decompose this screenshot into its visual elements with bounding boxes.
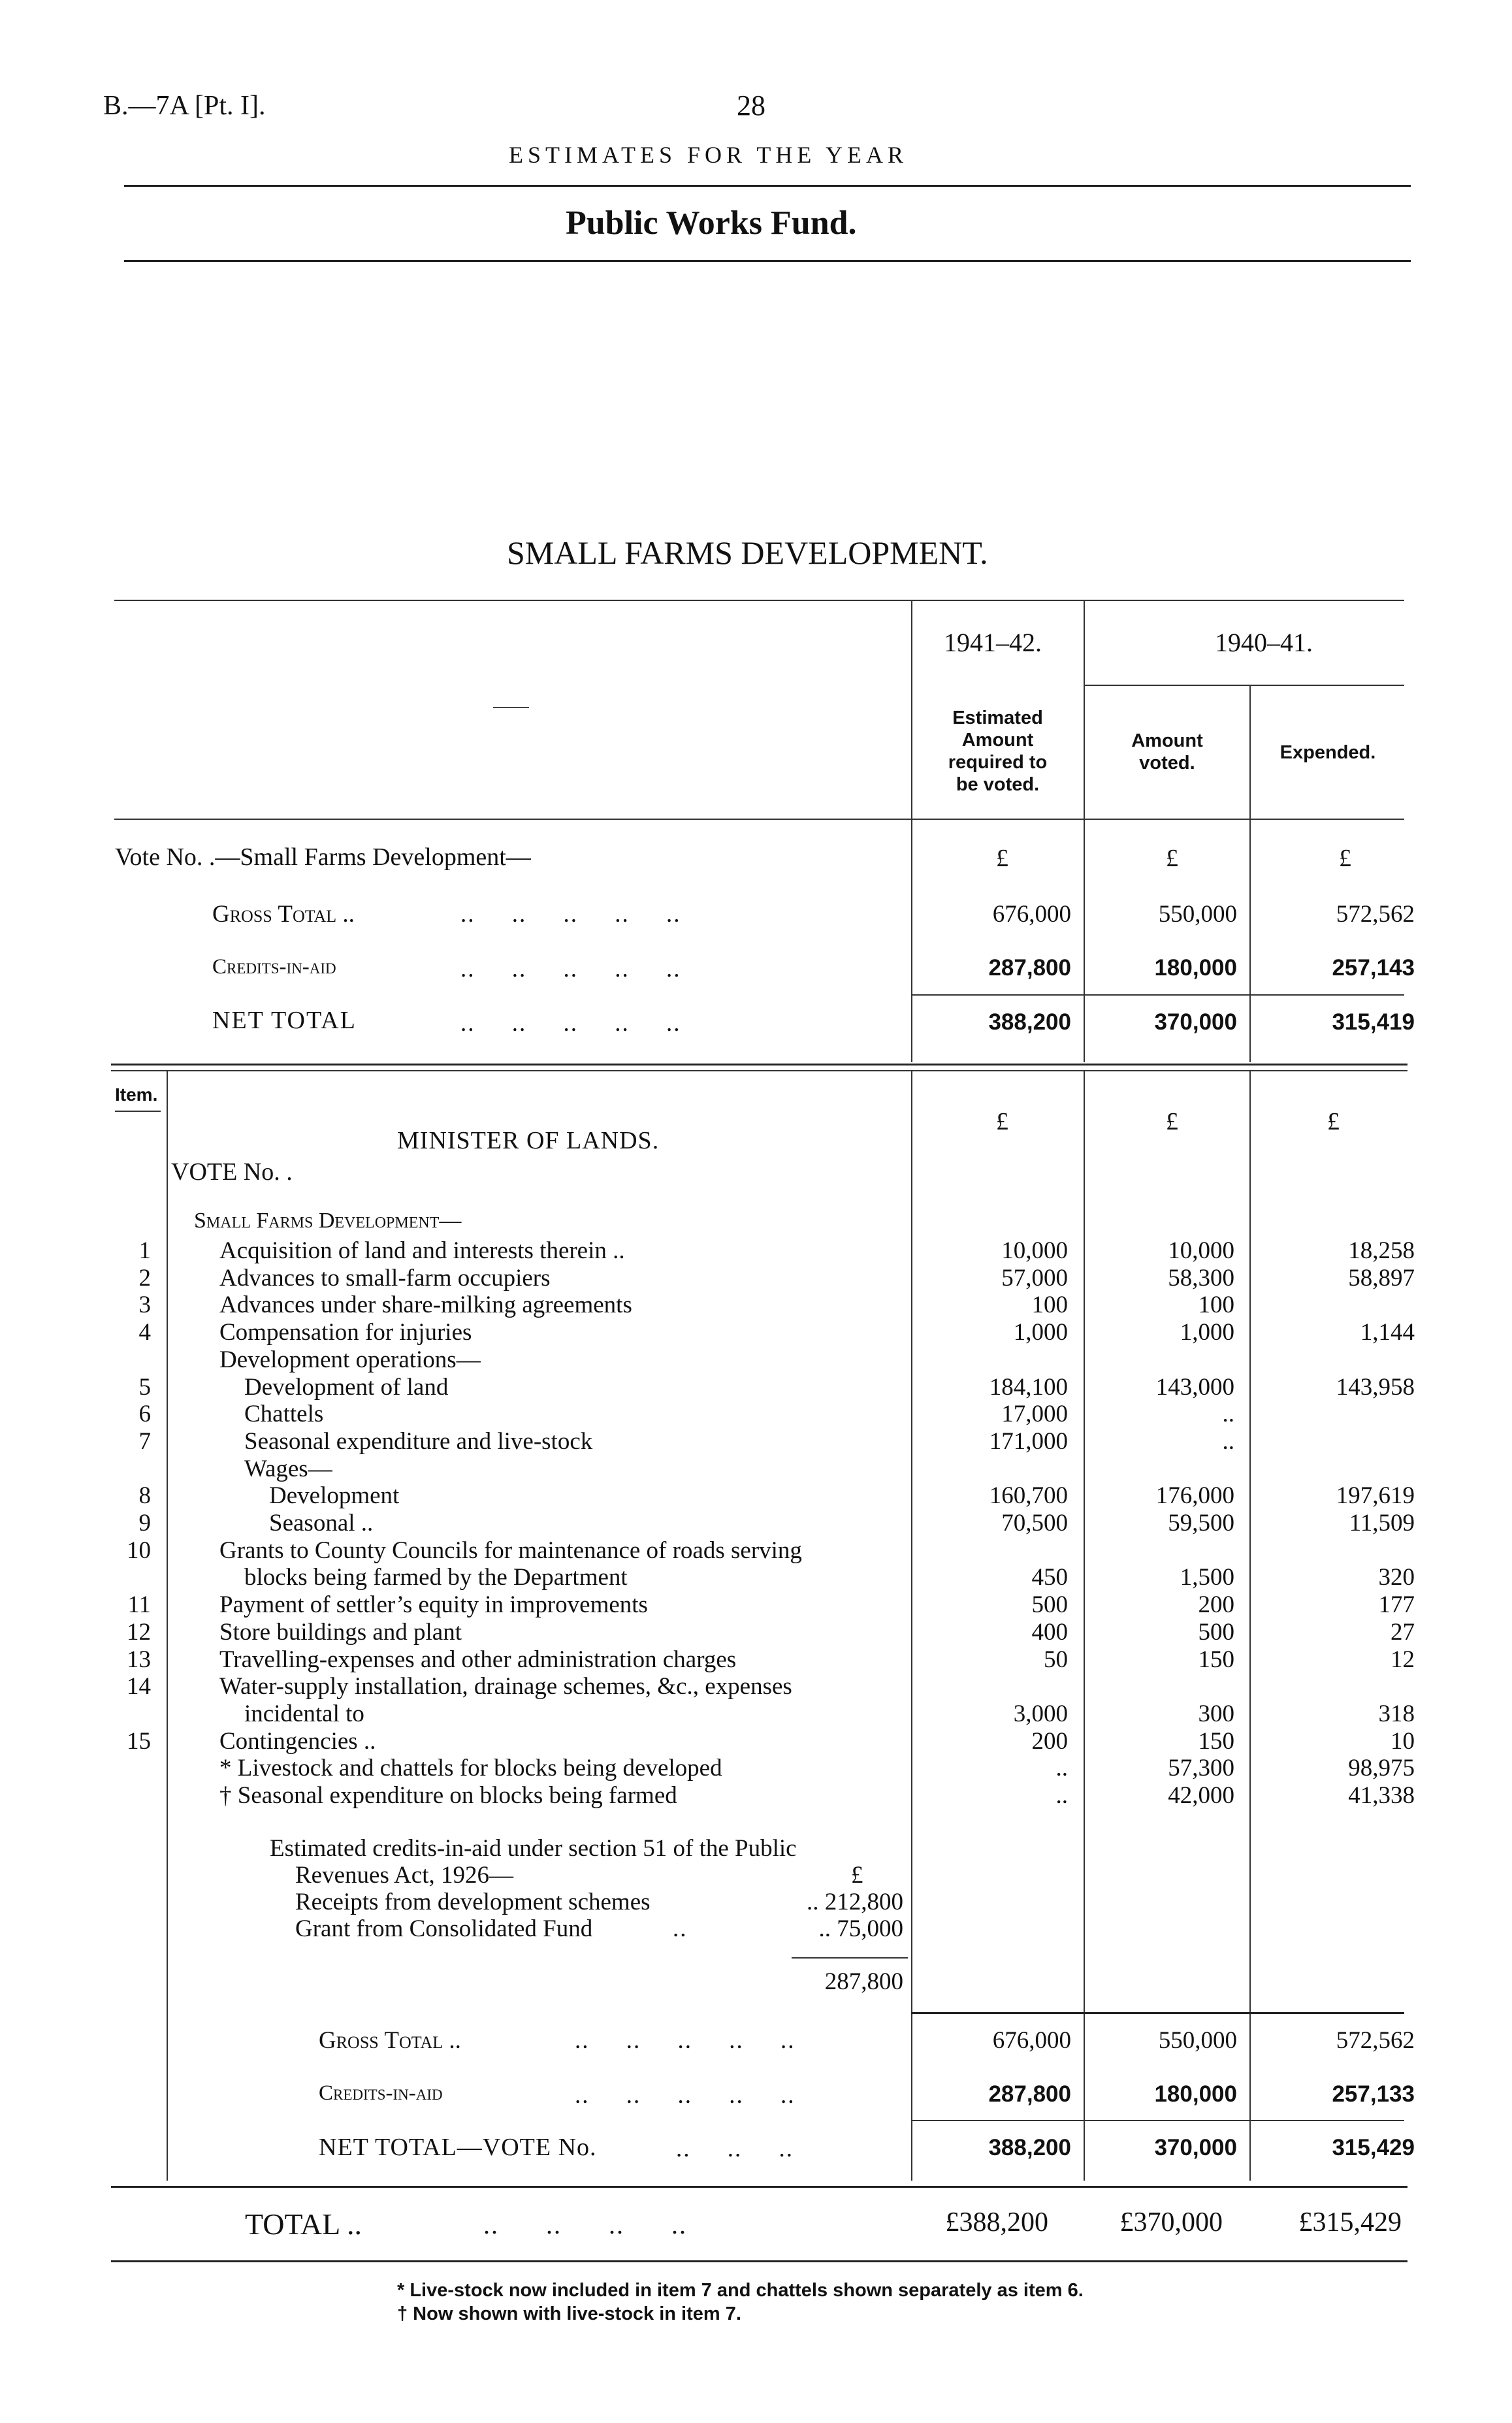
detail-top-rule-2 [111,1070,1407,1071]
summary-top-rule [114,600,1404,601]
leader-dots: .. .. .. .. .. [575,2027,796,2054]
header-rule-top [124,185,1411,187]
col-divider-1 [911,600,912,1062]
credits-receipts-label: Receipts from development schemes [295,1889,651,1915]
item-voted-value: 1,000 [1180,1319,1234,1346]
item-description: Store buildings and plant [219,1619,462,1646]
item-number: 1 [138,1237,151,1264]
item-description: Advances to small-farm occupiers [219,1265,551,1292]
detail-top-rule [111,1064,1407,1065]
credits-total: 287,800 [824,1968,903,1995]
item-exp-value: 41,338 [1348,1782,1415,1809]
item-description: Seasonal .. [269,1510,374,1537]
item-exp-value: 12 [1391,1646,1415,1673]
footnote-1: * Live-stock now included in item 7 and chattels shown separately as item 6. [397,2280,1084,2301]
credits-grant-label: Grant from Consolidated Fund [295,1915,593,1942]
item-number: 12 [127,1619,151,1646]
item-description: blocks being farmed by the Department [244,1564,628,1591]
minister-heading: MINISTER OF LANDS. [397,1127,660,1154]
summary-net-label: NET TOTAL [212,1007,357,1034]
vote-label: Vote No. .—Small Farms Development— [115,843,531,871]
expended-heading: Expended. [1279,742,1376,763]
summary-gross-est: 676,000 [992,901,1071,928]
item-description: * Livestock and chattels for blocks being developed [219,1755,722,1781]
item-description: Grants to County Councils for maintenance of roads serving [219,1537,802,1564]
item-description: Development operations— [219,1346,481,1373]
leader-dots: .. .. .. .. .. [460,901,681,928]
item-exp-value: 197,619 [1336,1482,1415,1509]
pound-voted: £ [1166,845,1178,872]
item-est-value: 500 [1031,1591,1068,1618]
item-est-value: 450 [1031,1564,1068,1591]
detail-subhead: Small Farms Development— [194,1209,462,1233]
item-voted-value: 57,300 [1168,1755,1234,1781]
detail-credits-est: 287,800 [988,2081,1071,2107]
item-est-value: .. [1055,1782,1068,1809]
credits-note-line2: Revenues Act, 1926— [295,1862,513,1889]
summary-credits-est: 287,800 [988,955,1071,981]
item-voted-value: 59,500 [1168,1510,1234,1537]
item-voted-value: 100 [1198,1292,1234,1318]
detail-gross-voted: 550,000 [1158,2027,1237,2054]
item-exp-value: 58,897 [1348,1265,1415,1292]
detail-net-est: 388,200 [988,2135,1071,2160]
item-voted-value: .. [1222,1401,1234,1427]
item-exp-value: 320 [1378,1564,1415,1591]
year-split-rule-2 [1189,685,1404,686]
section-title: SMALL FARMS DEVELOPMENT. [507,534,988,571]
credits-grant-value: .. 75,000 [818,1915,903,1942]
leader-dots: .. [673,1915,688,1942]
item-description: Travelling-expenses and other administration charges [219,1646,737,1673]
year-current-heading: 1941–42. [944,628,1042,657]
item-voted-value: 150 [1198,1728,1234,1755]
item-number: 6 [138,1401,151,1427]
item-description: Compensation for injuries [219,1319,472,1346]
item-description: Payment of settler’s equity in improvements [219,1591,648,1618]
item-est-value: 17,000 [1001,1401,1068,1427]
item-description: incidental to [244,1700,364,1727]
detail-credits-exp: 257,133 [1332,2081,1415,2107]
item-number: 4 [138,1319,151,1346]
detail-net-exp: 315,429 [1332,2135,1415,2160]
item-voted-value: 200 [1198,1591,1234,1618]
item-description: Chattels [244,1401,324,1427]
item-number: 8 [138,1482,151,1509]
credits-note-pound: £ [851,1862,863,1889]
summary-gross-voted: 550,000 [1158,901,1237,928]
item-est-value: 400 [1031,1619,1068,1646]
item-voted-value: 150 [1198,1646,1234,1673]
summary-net-est: 388,200 [988,1009,1071,1035]
leader-dots: .. .. .. .. .. [460,1010,681,1037]
grand-total-top-rule [111,2186,1407,2188]
leader-dots: .. .. .. .. .. [575,2082,796,2109]
item-voted-value: 1,500 [1180,1564,1234,1591]
pound-est: £ [996,845,1008,872]
item-description: † Seasonal expenditure on blocks being farmed [219,1782,677,1809]
estimated-heading: Estimated Amount required to be voted. [948,707,1048,795]
item-est-value: 100 [1031,1292,1068,1318]
item-est-value: 160,700 [989,1482,1068,1509]
detail-net-label: NET TOTAL—VOTE No. [319,2134,597,2161]
vote-no-heading: VOTE No. . [171,1158,293,1186]
detail-col-divider-2 [1084,1070,1085,2181]
item-col-divider [167,1070,168,2181]
item-description: Contingencies .. [219,1728,376,1755]
item-exp-value: 18,258 [1348,1237,1415,1264]
item-exp-value: 1,144 [1360,1319,1415,1346]
detail-pound-voted: £ [1166,1108,1178,1135]
item-description: Acquisition of land and interests therein .. [219,1237,625,1264]
detail-gross-label: Gross Total .. [319,2027,461,2054]
dash-mark [493,707,529,708]
document-reference: B.—7A [Pt. I]. [103,91,266,121]
item-est-value: 1,000 [1013,1319,1068,1346]
fund-title: Public Works Fund. [566,204,857,242]
header-rule-bottom [124,260,1411,262]
item-est-value: 171,000 [989,1428,1068,1455]
leader-dots: .. .. .. [676,2136,794,2162]
credits-receipts-value: .. 212,800 [807,1889,903,1915]
voted-heading: Amount voted. [1131,730,1203,773]
detail-pound-est: £ [996,1108,1008,1135]
item-est-value: 50 [1044,1646,1068,1673]
item-description: Advances under share-milking agreements [219,1292,632,1318]
grand-total-voted: £370,000 [1119,2207,1223,2237]
detail-col-divider-1 [911,1070,912,2181]
item-description: Development of land [244,1374,449,1401]
year-previous-heading: 1940–41. [1215,628,1313,657]
item-exp-value: 10 [1391,1728,1415,1755]
summary-credits-rule [911,994,1404,996]
item-voted-value: 176,000 [1155,1482,1234,1509]
item-est-value: 10,000 [1001,1237,1068,1264]
item-exp-value: 11,509 [1349,1510,1415,1537]
item-number: 11 [127,1591,151,1618]
col-divider-3 [1249,685,1251,1062]
heading-bottom-rule [114,819,1404,820]
item-exp-value: 27 [1391,1619,1415,1646]
summary-net-voted: 370,000 [1154,1009,1237,1035]
item-voted-value: .. [1222,1428,1234,1455]
item-number: 13 [127,1646,151,1673]
detail-gross-exp: 572,562 [1336,2027,1415,2054]
item-exp-value: 177 [1378,1591,1415,1618]
grand-total-est: £388,200 [945,2207,1048,2237]
estimates-title: ESTIMATES FOR THE YEAR [509,142,909,168]
summary-gross-label: Gross Total .. [212,901,355,928]
leader-dots: .. .. .. .. [483,2210,687,2239]
item-est-value: 3,000 [1013,1700,1068,1727]
item-number: 3 [138,1292,151,1318]
item-voted-value: 42,000 [1168,1782,1234,1809]
grand-total-bottom-rule [111,2260,1407,2262]
detail-col-divider-3 [1249,1070,1251,2181]
item-description: Seasonal expenditure and live-stock [244,1428,593,1455]
item-description: Wages— [244,1455,332,1482]
detail-credits-voted: 180,000 [1154,2081,1237,2107]
item-voted-value: 10,000 [1168,1237,1234,1264]
item-voted-value: 500 [1198,1619,1234,1646]
item-number: 15 [127,1728,151,1755]
item-heading: Item. [115,1084,158,1105]
item-est-value: .. [1055,1755,1068,1781]
item-number: 10 [127,1537,151,1564]
item-number: 7 [138,1428,151,1455]
detail-gross-est: 676,000 [992,2027,1071,2054]
summary-credits-voted: 180,000 [1154,955,1237,981]
credits-note-line1: Estimated credits-in-aid under section 51 of the Public [270,1835,797,1862]
item-number: 9 [138,1510,151,1537]
summary-credits-exp: 257,143 [1332,955,1415,981]
item-voted-value: 58,300 [1168,1265,1234,1292]
summary-credits-label: Credits-in-aid [212,955,336,979]
item-est-value: 57,000 [1001,1265,1068,1292]
detail-net-voted: 370,000 [1154,2135,1237,2160]
item-number: 14 [127,1673,151,1700]
detail-credits-rule [911,2120,1404,2121]
item-heading-rule [115,1111,161,1112]
item-voted-value: 143,000 [1155,1374,1234,1401]
footnote-2: † Now shown with live-stock in item 7. [397,2303,741,2324]
item-description: Development [269,1482,400,1509]
item-number: 2 [138,1265,151,1292]
grand-total-exp: £315,429 [1298,2207,1402,2237]
detail-pound-exp: £ [1327,1108,1340,1135]
leader-dots: .. .. .. .. .. [460,956,681,983]
item-est-value: 200 [1031,1728,1068,1755]
item-number: 5 [138,1374,151,1401]
page-number: 28 [737,89,765,122]
detail-totals-rule [911,2012,1404,2014]
summary-gross-exp: 572,562 [1336,901,1415,928]
item-exp-value: 143,958 [1336,1374,1415,1401]
item-est-value: 70,500 [1001,1510,1068,1537]
summary-net-exp: 315,419 [1332,1009,1415,1035]
detail-credits-label: Credits-in-aid [319,2081,443,2105]
pound-exp: £ [1339,845,1351,872]
item-exp-value: 318 [1378,1700,1415,1727]
credits-sum-rule [792,1957,908,1959]
item-exp-value: 98,975 [1348,1755,1415,1781]
col-divider-2 [1084,600,1085,1062]
item-description: Water-supply installation, drainage schemes, &c., expenses [219,1673,792,1700]
item-voted-value: 300 [1198,1700,1234,1727]
item-est-value: 184,100 [989,1374,1068,1401]
grand-total-label: TOTAL .. [245,2207,362,2241]
